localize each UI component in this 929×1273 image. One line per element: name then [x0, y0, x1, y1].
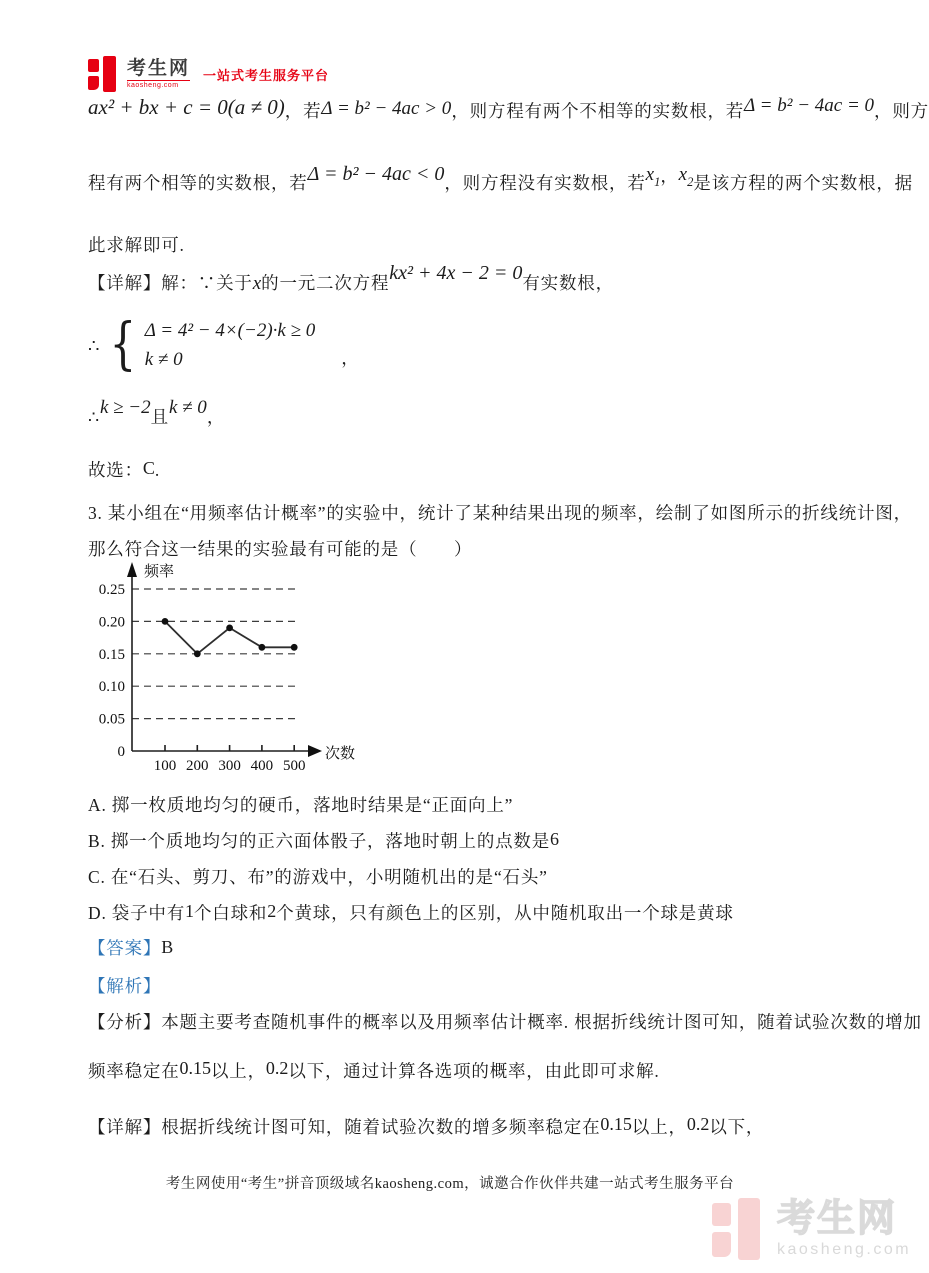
page-footer [0, 1172, 900, 1193]
detail-line [88, 1112, 764, 1142]
brand-tagline: 一站式考生服务平台 [203, 67, 330, 83]
watermark-brand-name: 考生网 [777, 1198, 898, 1240]
math-expression: kx² + 4x − 2 = 0 [389, 262, 523, 284]
value: 0.2 [265, 1058, 289, 1078]
logo-block [712, 1232, 731, 1257]
x-tick-label: 300 [218, 758, 241, 774]
equation-stack [145, 318, 316, 373]
value: C [142, 458, 155, 478]
frequency-chart-svg [85, 560, 365, 790]
text-segment: C. 在“石头、剪刀、布”的游戏中，小明随机出的是“石头” [88, 867, 548, 887]
text-segment: A. 掷一枚质地均匀的硬币，落地时结果是“正面向上” [88, 795, 514, 815]
premise-line-3 [88, 230, 185, 260]
data-point [226, 624, 233, 631]
kaosheng-watermark-logo-icon [712, 1198, 764, 1260]
text-segment: 3. 某小组在“用频率估计概率”的实验中，统计了某种结果出现的频率，绘制了如图所示的折线统计图， [88, 503, 912, 523]
brand [127, 59, 190, 89]
data-point [194, 650, 201, 657]
logo-block [88, 76, 99, 90]
text-segment: ，则方程有两个不相等的实数根，若 [451, 101, 745, 121]
data-point [162, 618, 169, 625]
math-expression: Δ = b² − 4ac > 0 [321, 98, 452, 119]
text-segment: 程有两个相等的实数根，若 [88, 173, 308, 193]
value: 0.15 [600, 1114, 632, 1134]
math-expression: x [645, 164, 655, 185]
math-expression: x [678, 164, 688, 185]
answer-line [88, 933, 173, 963]
value: B [161, 937, 174, 957]
x-tick-label: 400 [250, 758, 274, 774]
brand-domain: kaosheng.com [127, 80, 190, 89]
logo-block [103, 56, 116, 92]
text-segment: ∴ [88, 407, 100, 427]
detail-solution-intro [88, 262, 614, 299]
text-segment: B. 掷一个质地均匀的正六面体骰子，落地时朝上的点数是 [88, 831, 551, 851]
text-segment: 此求解即可. [88, 235, 185, 255]
option-b [88, 826, 559, 856]
premise-line-1 [88, 95, 929, 127]
value: 2 [687, 175, 694, 189]
text-segment: 那么符合这一结果的实验最有可能的是（ ） [88, 539, 473, 559]
value: 2 [267, 901, 277, 921]
x-tick-label: 500 [282, 758, 306, 774]
text-segment: 个白球和 [194, 903, 268, 923]
analysis-header [88, 971, 161, 1001]
text-segment: 是该方程的两个实数根，据 [693, 173, 913, 193]
text-segment: 以上， [631, 1117, 687, 1137]
text-segment: D. 袋子中有 [88, 903, 185, 923]
equation-system [88, 312, 360, 378]
text-segment: 有实数根， [522, 273, 614, 293]
logo-block [738, 1198, 760, 1260]
text-segment: 以下， [709, 1117, 765, 1137]
value: 1 [654, 175, 661, 189]
logo-block [712, 1203, 731, 1226]
text-segment: 频率稳定在 [88, 1061, 180, 1081]
y-axis-arrow [127, 562, 137, 577]
brace-symbol: { [109, 312, 138, 378]
question-3-line-1 [88, 498, 912, 528]
y-tick-label: 0.05 [98, 711, 125, 728]
text-segment: ，若 [284, 101, 322, 121]
analysis-line-2 [88, 1056, 660, 1086]
math-expression: k ≥ −2 [99, 397, 151, 418]
y-tick-label: 0.10 [98, 679, 125, 696]
y-tick-label: 0.20 [98, 614, 125, 631]
value: 0.2 [686, 1114, 710, 1134]
logo-block [88, 59, 99, 72]
data-point [259, 644, 266, 651]
y-axis-label: 频率 [144, 564, 175, 580]
text-segment: 【分析】本题主要考查随机事件的概率以及用频率估计概率. 根据折线统计图可知，随着试验次数的增加 [88, 1012, 922, 1032]
equation: Δ = 4² − 4×(−2)·k ≥ 0 [144, 320, 316, 341]
section-label: 【解析】 [88, 976, 162, 996]
watermark [712, 1198, 911, 1260]
equation: k ≠ 0 [144, 349, 183, 370]
math-expression: Δ = b² − 4ac = 0 [744, 95, 875, 116]
y-tick-label: 0.25 [98, 582, 125, 598]
site-header [88, 56, 329, 92]
watermark-domain: kaosheng.com [777, 1241, 912, 1258]
watermark-text [777, 1200, 911, 1258]
therefore-symbol: ∴ [88, 335, 101, 356]
x-axis-arrow [308, 745, 322, 757]
footer-text: 考生网使用“考生”拼音顶级域名kaosheng.com，诚邀合作伙伴共建一站式考生服务平台 [165, 1176, 735, 1192]
text-segment: 且 [150, 407, 169, 427]
math-expression: Δ = b² − 4ac < 0 [307, 163, 445, 185]
y-tick-label: 0.15 [98, 646, 125, 663]
text-segment: 以上， [211, 1061, 266, 1081]
value: 0.15 [179, 1058, 211, 1078]
text-segment: 以下，通过计算各选项的概率，由此即可求解. [288, 1061, 660, 1081]
conclusion-line [88, 398, 225, 429]
text-segment: 故选： [88, 460, 143, 480]
kaosheng-logo-icon [88, 56, 118, 92]
math-expression: ax² + bx + c = 0(a ≠ 0) [88, 95, 285, 119]
premise-line-2 [88, 163, 913, 200]
section-label: 【答案】 [88, 938, 162, 958]
text-segment: ， [660, 166, 679, 186]
option-c [88, 862, 548, 892]
frequency-line-chart [85, 560, 365, 795]
value: 6 [550, 829, 560, 849]
option-d [88, 898, 734, 928]
value: 1 [185, 901, 194, 921]
x-tick-label: 100 [153, 758, 177, 774]
text-segment: ，则方程没有实数根，若 [444, 173, 646, 193]
punctuation: ， [341, 348, 360, 368]
text-segment: 个黄球，只有颜色上的区别，从中随机取出一个球是黄球 [276, 903, 734, 923]
data-point [291, 644, 298, 651]
text-segment: 【详解】根据折线统计图可知，随着试验次数的增多频率稳定在 [88, 1117, 601, 1137]
analysis-line-1 [88, 1007, 922, 1037]
y-tick-label: 0 [117, 744, 125, 760]
x-axis-label: 次数 [325, 746, 356, 762]
text-segment: ，则方 [874, 101, 929, 121]
brand-name: 考生网 [127, 58, 191, 79]
math-expression: k ≠ 0 [168, 397, 207, 418]
text-segment: ， [206, 407, 226, 427]
text-segment: 【详解】解：∵关于 [88, 273, 253, 293]
final-answer-line [88, 455, 160, 485]
math-expression: x [252, 273, 262, 294]
text-segment: . [154, 460, 161, 480]
x-tick-label: 200 [186, 758, 209, 774]
text-segment: 的一元二次方程 [261, 273, 390, 293]
